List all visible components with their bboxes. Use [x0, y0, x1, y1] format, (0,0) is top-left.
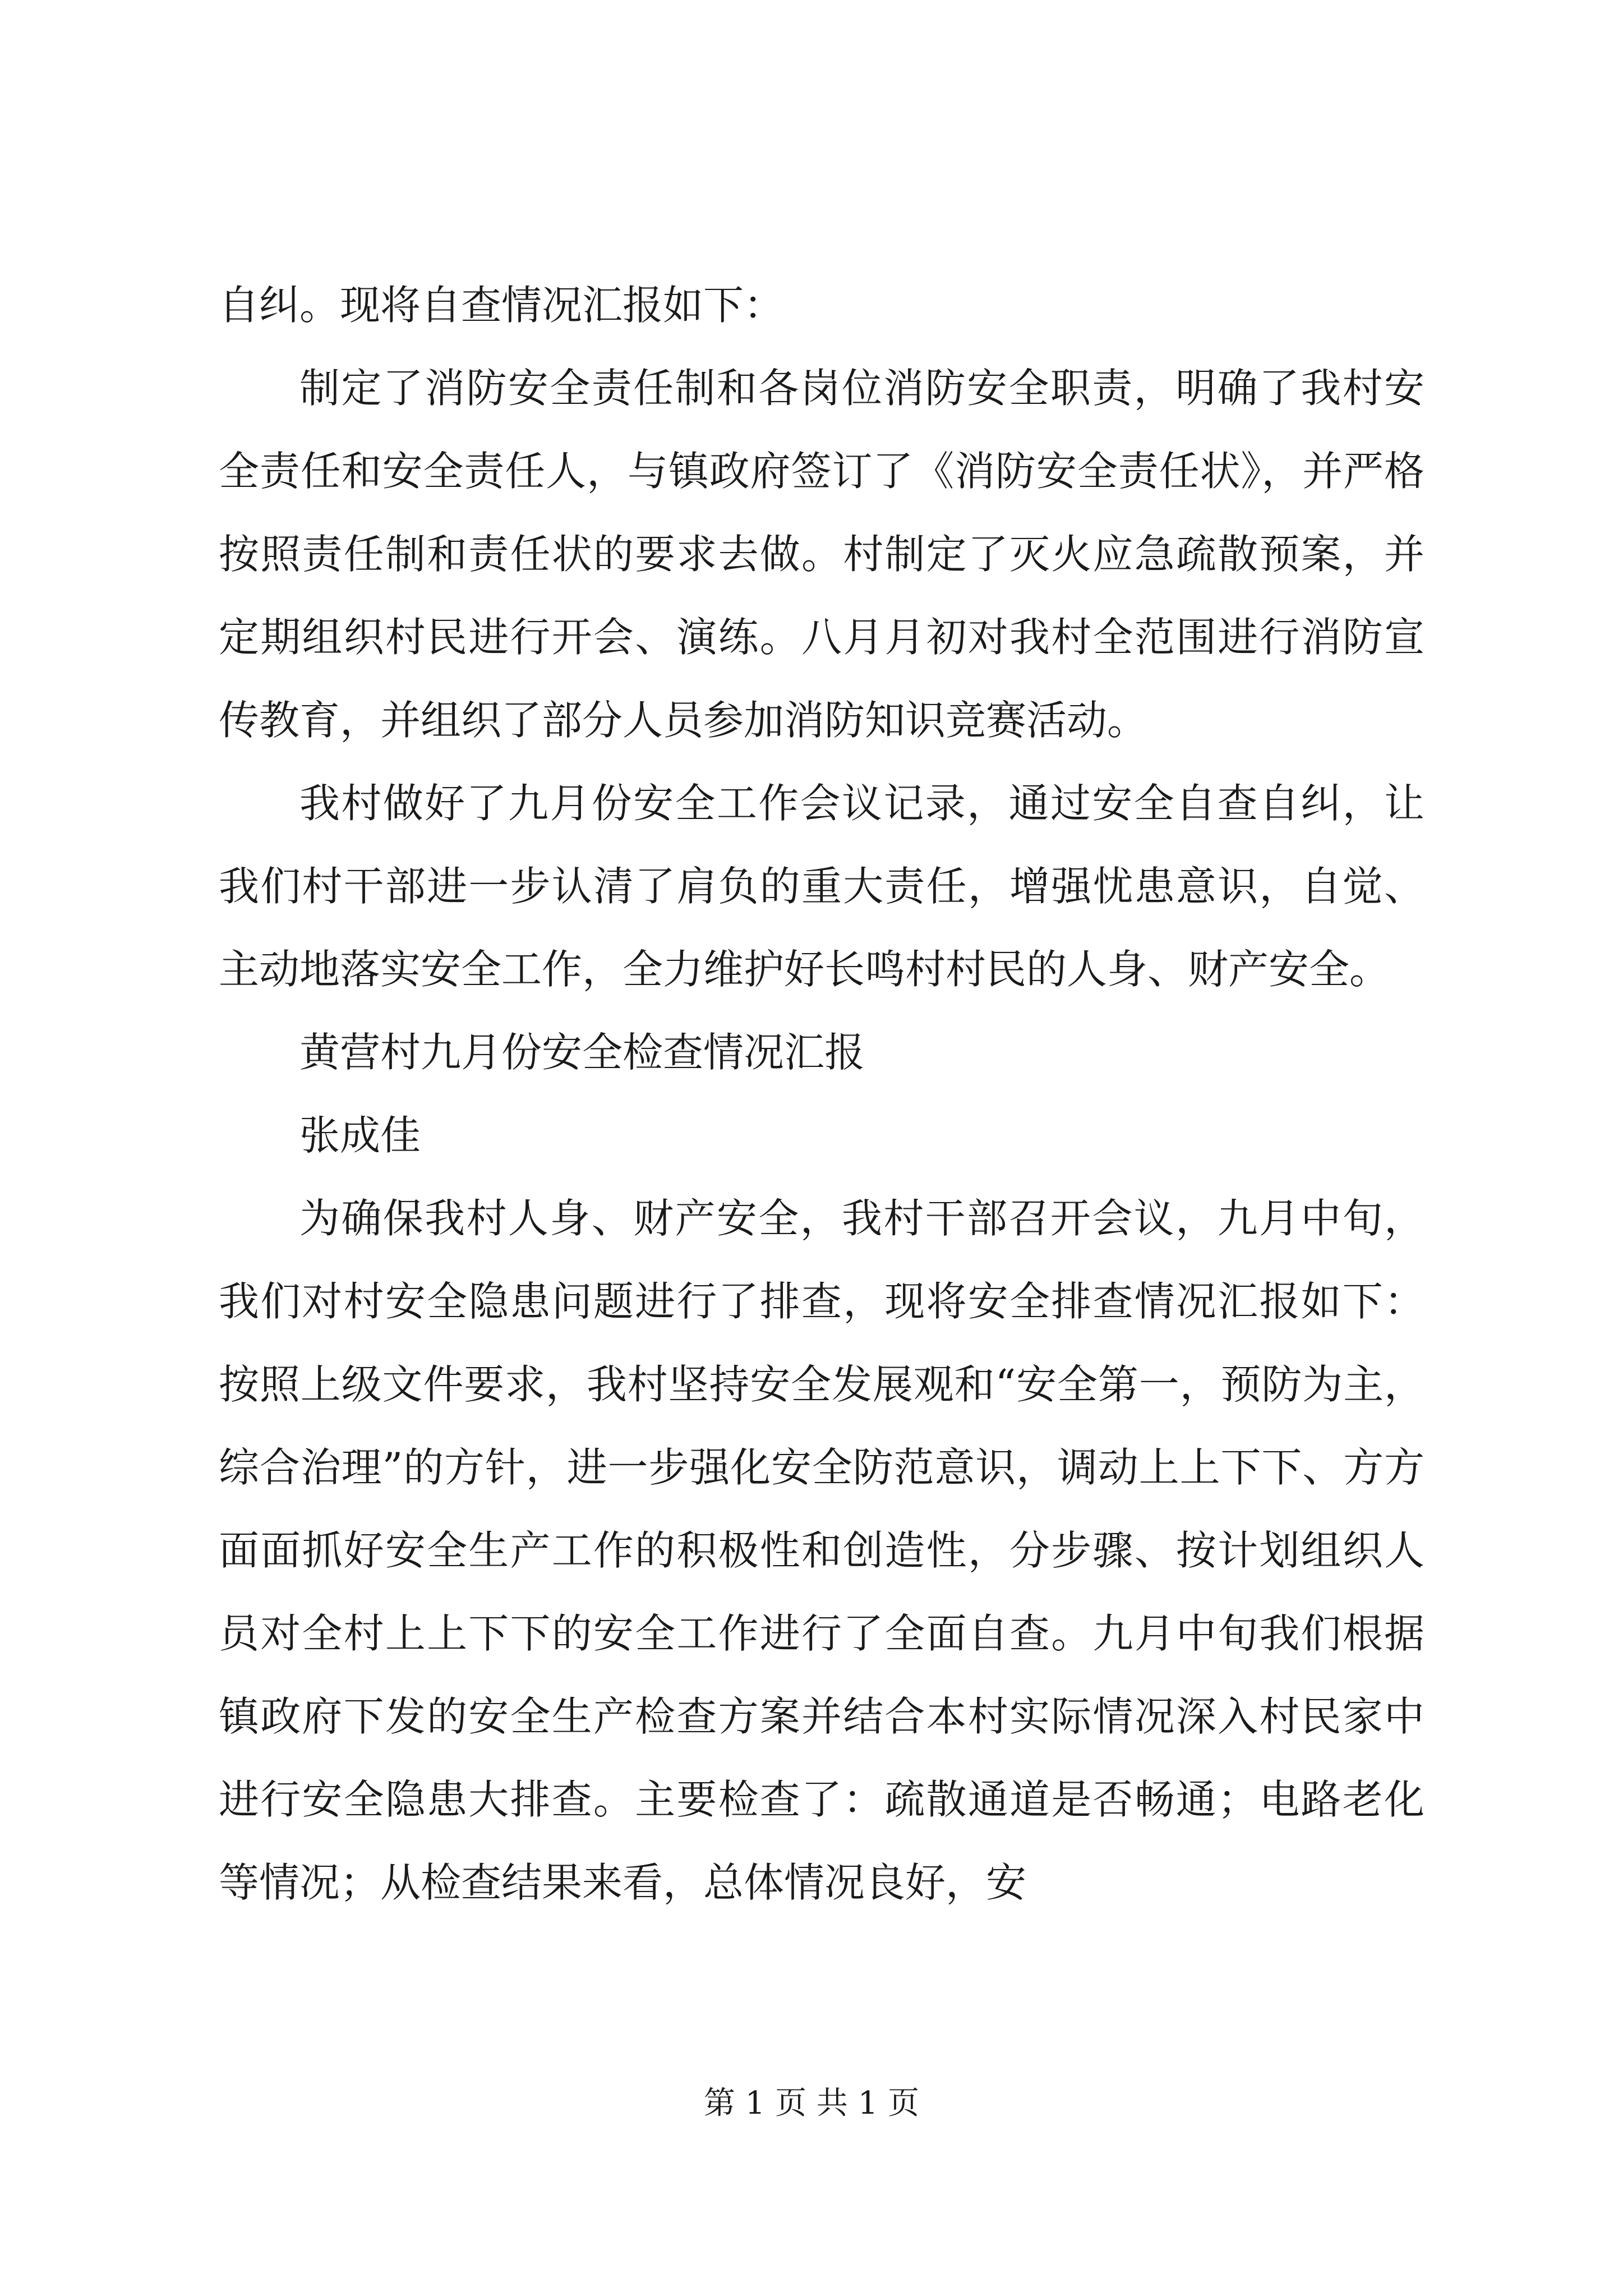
page-footer: 第 1 页 共 1 页 [703, 2085, 920, 2122]
report-author: 张成佳 [299, 1112, 421, 1159]
paragraph-meeting-record: 我村做好了九月份安全工作会议记录，通过安全自查自纠，让我们村干部进一步认清了肩负的重大责任，增强忧患意识，自觉、主动地落实安全工作，全力维护好长鸣村村民的人身、财产安全。 [219, 780, 1424, 993]
paragraph-fire-safety: 制定了消防安全责任制和各岗位消防安全职责，明确了我村安全责任和安全责任人，与镇政府签订了《消防安全责任状》，并严格按照责任制和责任状的要求去做。村制定了灭火应急疏散预案，并定期组织村民进行开会、演练。八月月初对我村全范围进行消防宣传教育，并组织了部分人员参加消防知识竞赛活动。 [219, 365, 1424, 744]
document-body [219, 264, 1424, 1924]
paragraph-continuation: 自纠。现将自查情况汇报如下： [219, 282, 785, 329]
report-title: 黄营村九月份安全检查情况汇报 [299, 1029, 865, 1076]
paragraph-inspection: 为确保我村人身、财产安全，我村干部召开会议，九月中旬，我们对村安全隐患问题进行了排查，现将安全排查情况汇报如下：按照上级文件要求，我村坚持安全发展观和“安全第一，预防为主，综合治理”的方针，进一步强化安全防范意识，调动上上下下、方方面面抓好安全生产工作的积极性和创造性，分步骤、按计划组织人员对全村上上下下的安全工作进行了全面自查。九月中旬我们根据镇政府下发的安全生产检查方案并结合本村实际情况深入村民家中进行安全隐患大排查。主要检查了：疏散通道是否畅通；电路老化等情况；从检查结果来看，总体情况良好，安 [219, 1195, 1424, 1906]
